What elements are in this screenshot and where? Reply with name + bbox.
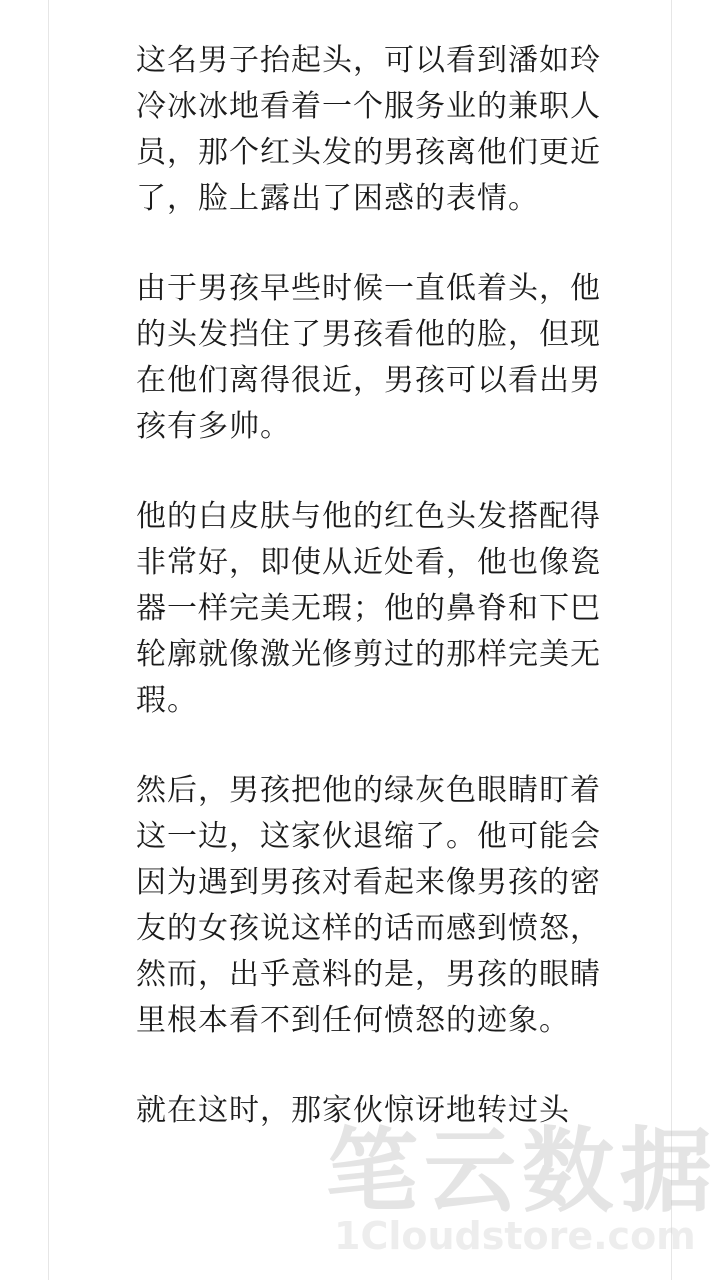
text-line: 瑕。	[136, 683, 198, 718]
watermark-title: 笔云数据	[326, 1118, 719, 1225]
watermark-url: 1Cloudstore.com	[334, 1214, 696, 1258]
text-line: 这一边，这家伙退缩了。他可能会	[136, 819, 601, 854]
paragraph-2	[136, 266, 601, 450]
text-line: 了，脸上露出了困惑的表情。	[136, 181, 539, 216]
text-line: 里根本看不到任何愤怒的迹象。	[136, 1003, 570, 1038]
text-line: 由于男孩早些时候一直低着头，他	[136, 271, 601, 306]
text-line: 因为遇到男孩对看起来像男孩的密	[136, 865, 601, 900]
paragraph-1	[136, 38, 601, 222]
paragraph-3	[136, 494, 601, 724]
paragraph-5	[136, 1088, 596, 1134]
paragraph-4	[136, 768, 601, 1044]
text-line: 这名男子抬起头，可以看到潘如玲	[136, 43, 601, 78]
text-line: 然而，出乎意料的是，男孩的眼睛	[136, 957, 601, 992]
text-line: 友的女孩说这样的话而感到愤怒，	[136, 911, 601, 946]
article-body	[136, 38, 601, 1178]
text-line: 他的白皮肤与他的红色头发搭配得	[136, 499, 601, 534]
text-line: 然后，男孩把他的绿灰色眼睛盯着	[136, 773, 601, 808]
text-line: 员，那个红头发的男孩离他们更近	[136, 135, 601, 170]
text-line: 就在这时，那家伙惊讶地转过头	[136, 1093, 570, 1128]
text-line: 孩有多帅。	[136, 409, 291, 444]
text-line: 冷冰冰地看着一个服务业的兼职人	[136, 89, 601, 124]
text-line: 轮廓就像激光修剪过的那样完美无	[136, 637, 601, 672]
text-line: 的头发挡住了男孩看他的脸，但现	[136, 317, 601, 352]
text-line: 在他们离得很近，男孩可以看出男	[136, 363, 601, 398]
text-line: 器一样完美无瑕；他的鼻脊和下巴	[136, 591, 601, 626]
text-line: 非常好，即使从近处看，他也像瓷	[136, 545, 601, 580]
